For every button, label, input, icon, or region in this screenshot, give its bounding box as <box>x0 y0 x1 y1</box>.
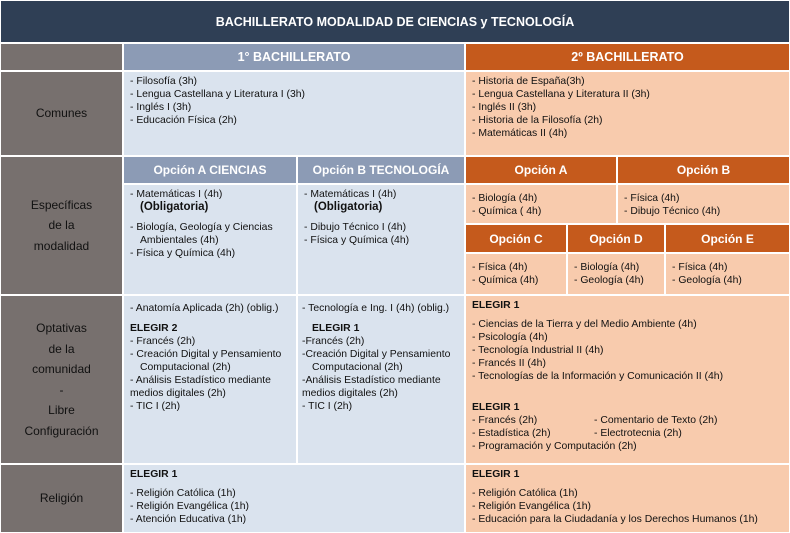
list-item: - Filosofía (3h) <box>130 76 197 87</box>
religion-1-cell <box>123 464 465 533</box>
header-opcion-d: Opción D <box>567 224 665 253</box>
elegir-label: ELEGIR 1 <box>312 323 360 334</box>
opt1-opcion-a-cell <box>123 295 297 464</box>
list-item: - Anatomía Aplicada (2h) (oblig.) <box>130 303 279 314</box>
list-item: - Tecnología Industrial II (4h) <box>472 345 604 356</box>
list-item: - TIC I (2h) <box>302 401 353 412</box>
row-label-comunes <box>0 71 123 156</box>
list-item: - TIC I (2h) <box>130 401 181 412</box>
list-item: - Dibujo Técnico (4h) <box>624 206 721 217</box>
list-item: - Geología (4h) <box>672 275 742 286</box>
row-label-line: Configuración <box>24 423 99 438</box>
table-title: BACHILLERATO MODALIDAD DE CIENCIAS y TECNOLOGÍA <box>0 0 790 43</box>
corner-cell <box>0 43 123 71</box>
header-opcion-b: Opción B <box>617 156 790 184</box>
list-item: - Lengua Castellana y Literatura II (3h) <box>472 89 650 100</box>
list-item: - Historia de la Filosofía (2h) <box>472 115 603 126</box>
list-item: Computacional (2h) <box>312 362 403 373</box>
list-item: - Religión Evangélica (1h) <box>472 501 591 512</box>
row-label-line: Específicas <box>30 197 93 212</box>
elegir-label: ELEGIR 2 <box>130 323 178 334</box>
list-item: - Inglés II (3h) <box>472 102 537 113</box>
comunes-1-cell <box>123 71 465 156</box>
religion-2-cell <box>465 464 790 533</box>
list-item: - Biología, Geología y Ciencias <box>130 222 273 233</box>
row-label-line: - <box>59 382 64 397</box>
esp2-opcion-b-cell <box>617 184 790 224</box>
comunes-2-cell <box>465 71 790 156</box>
list-item: - Tecnología e Ing. I (4h) (oblig.) <box>302 303 450 314</box>
row-label-line: comunidad <box>32 362 91 376</box>
list-item: Ambientales (4h) <box>140 235 219 246</box>
list-item: - Inglés I (3h) <box>130 102 192 113</box>
list-item: medios digitales (2h) <box>302 388 398 399</box>
row-label-especificas <box>0 156 123 295</box>
list-item: - Física y Química (4h) <box>304 235 410 246</box>
list-item: - Lengua Castellana y Literatura I (3h) <box>130 89 306 100</box>
row-label-line: de la <box>48 341 75 356</box>
row-label-line: Optativas <box>36 321 87 335</box>
row-label-religion <box>0 464 123 533</box>
esp2-opcion-a-cell <box>465 184 617 224</box>
list-item: -Creación Digital y Pensamiento <box>302 349 451 360</box>
list-item: - Educación para la Ciudadanía y los Derechos Humanos (1h) <box>472 514 758 525</box>
list-item: - Matemáticas II (4h) <box>472 128 568 139</box>
list-item: - Psicología (4h) <box>472 332 548 343</box>
list-item: - Francés II (4h) <box>472 358 546 369</box>
list-item: - Dibujo Técnico I (4h) <box>304 222 407 233</box>
row-label-optativas <box>0 295 123 464</box>
elegir-label: ELEGIR 1 <box>472 469 520 480</box>
list-item: - Creación Digital y Pensamiento <box>130 349 282 360</box>
list-item: - Física (4h) <box>624 193 680 204</box>
obligatoria-note: (Obligatoria) <box>314 201 383 213</box>
list-item: - Matemáticas I (4h) <box>130 189 223 200</box>
obligatoria-note: (Obligatoria) <box>140 201 209 213</box>
list-item: - Francés (2h) <box>472 415 538 426</box>
row-label-line: modalidad <box>33 238 90 253</box>
header-1-bachillerato: 1° BACHILLERATO <box>123 43 465 71</box>
list-item: - Educación Física (2h) <box>130 115 237 126</box>
header-opcion-a: Opción A <box>465 156 617 184</box>
list-item: - Programación y Computación (2h) <box>472 441 637 452</box>
header-opcion-c: Opción C <box>465 224 567 253</box>
list-item: - Física (4h) <box>472 262 528 273</box>
list-item: - Francés (2h) <box>130 336 196 347</box>
opt1-opcion-b-cell <box>297 295 465 464</box>
list-item: medios digitales (2h) <box>130 388 226 399</box>
header-2-bachillerato: 2º BACHILLERATO <box>465 43 790 71</box>
esp2-opcion-e-cell <box>665 253 790 295</box>
list-item: -Francés (2h) <box>302 336 365 347</box>
list-item: - Electrotecnia (2h) <box>594 428 682 439</box>
row-label-line: de la <box>48 218 75 233</box>
list-item: - Atención Educativa (1h) <box>130 514 247 525</box>
header-opcion-a-ciencias: Opción A CIENCIAS <box>123 156 297 184</box>
esp1-opcion-b-cell <box>297 184 465 295</box>
list-item: - Física y Química (4h) <box>130 248 236 259</box>
list-item: - Tecnologías de la Información y Comunicación II (4h) <box>472 371 724 382</box>
list-item: - Comentario de Texto (2h) <box>594 415 718 426</box>
header-opcion-b-tecnologia: Opción B TECNOLOGÍA <box>297 156 465 184</box>
list-item: - Religión Católica (1h) <box>130 488 236 499</box>
list-item: - Historia de España(3h) <box>472 76 585 87</box>
list-item: - Química (4h) <box>472 275 539 286</box>
list-item: - Matemáticas I (4h) <box>304 189 397 200</box>
list-item: - Biología (4h) <box>574 262 640 273</box>
list-item: - Estadística (2h) <box>472 428 551 439</box>
list-item: -Análisis Estadístico mediante <box>302 375 441 386</box>
elegir-label: ELEGIR 1 <box>130 469 178 480</box>
row-label-religion-text: Religión <box>39 491 84 506</box>
list-item: - Religión Católica (1h) <box>472 488 578 499</box>
esp2-opcion-c-cell <box>465 253 567 295</box>
list-item: - Ciencias de la Tierra y del Medio Ambiente (4h) <box>472 319 697 330</box>
list-item: - Biología (4h) <box>472 193 538 204</box>
esp2-opcion-d-cell <box>567 253 665 295</box>
list-item: - Geología (4h) <box>574 275 644 286</box>
opt2-cell <box>465 295 790 464</box>
header-opcion-e: Opción E <box>665 224 790 253</box>
esp1-opcion-a-cell <box>123 184 297 295</box>
list-item: - Química ( 4h) <box>472 206 542 217</box>
row-label-comunes-text: Comunes <box>35 106 88 121</box>
list-item: - Religión Evangélica (1h) <box>130 501 249 512</box>
row-label-line: Libre <box>48 403 75 417</box>
elegir-label: ELEGIR 1 <box>472 300 520 311</box>
list-item: - Física (4h) <box>672 262 728 273</box>
elegir-label: ELEGIR 1 <box>472 402 520 413</box>
list-item: Computacional (2h) <box>140 362 231 373</box>
list-item: - Análisis Estadístico mediante <box>130 375 271 386</box>
